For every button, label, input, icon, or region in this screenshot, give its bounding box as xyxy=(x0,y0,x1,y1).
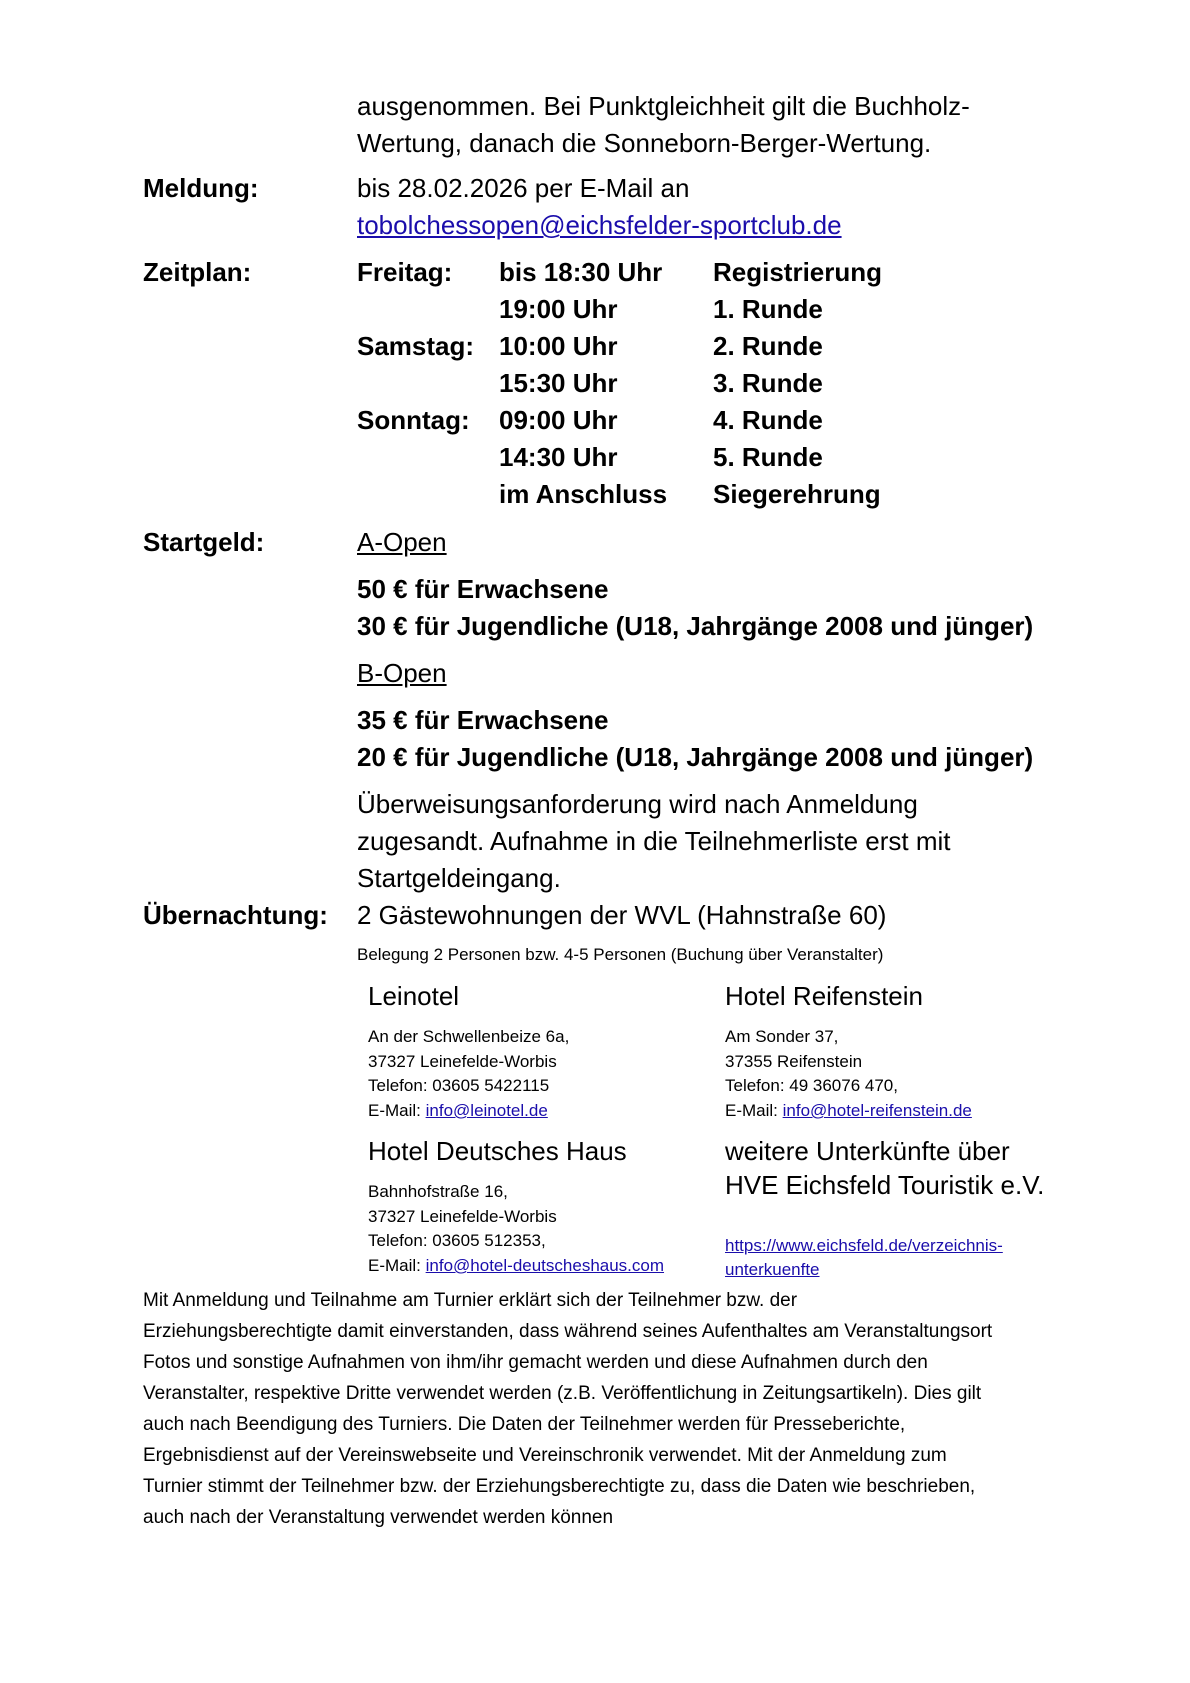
mail-label: E-Mail: xyxy=(368,1256,426,1275)
schedule-event: 2. Runde xyxy=(713,331,823,361)
startgeld-label: Startgeld: xyxy=(143,527,265,557)
schedule-time: 14:30 Uhr xyxy=(499,442,618,472)
schedule-time: 09:00 Uhr xyxy=(499,405,618,435)
schedule-time: 19:00 Uhr xyxy=(499,294,618,324)
schedule-day: Samstag: xyxy=(357,331,475,361)
meldung-email-link[interactable]: tobolchessopen@eichsfelder-sportclub.de xyxy=(357,210,842,240)
startgeld-note-2: zugesandt. Aufnahme in die Teilnehmerliste erst mit xyxy=(357,826,951,856)
weitere-line-1: weitere Unterkünfte über xyxy=(725,1136,1010,1166)
startgeld-note-1: Überweisungsanforderung wird nach Anmeldung xyxy=(357,789,918,819)
hotel-city: 37327 Leinefelde-Worbis xyxy=(368,1207,557,1226)
hotel-phone: Telefon: 03605 512353, xyxy=(368,1231,546,1250)
uebernachtung-label: Übernachtung: xyxy=(143,900,328,930)
hotel-street: An der Schwellenbeize 6a, xyxy=(368,1027,570,1046)
schedule-event: 5. Runde xyxy=(713,442,823,472)
hotel-mail-row xyxy=(725,1098,972,1123)
disclaimer-line: auch nach der Veranstaltung verwendet werden können xyxy=(143,1507,614,1528)
schedule-time: 15:30 Uhr xyxy=(499,368,618,398)
schedule-day: Sonntag: xyxy=(357,405,470,435)
hotel-name-reifenstein: Hotel Reifenstein xyxy=(725,981,923,1011)
hotel-mail-row xyxy=(368,1098,548,1123)
schedule-event: 3. Runde xyxy=(713,368,823,398)
uebernachtung-text: 2 Gästewohnungen der WVL (Hahnstraße 60) xyxy=(357,900,887,930)
weitere-url-link-2[interactable]: unterkuenfte xyxy=(725,1260,820,1279)
hotel-email-link[interactable]: info@hotel-deutscheshaus.com xyxy=(425,1256,665,1275)
b-open-title: B-Open xyxy=(357,658,447,688)
b-open-fee-youth: 20 € für Jugendliche (U18, Jahrgänge 2008 und jünger) xyxy=(357,742,1034,772)
hotel-name-deutsches-haus: Hotel Deutsches Haus xyxy=(368,1136,627,1166)
schedule-event: 4. Runde xyxy=(713,405,823,435)
hotel-city: 37327 Leinefelde-Worbis xyxy=(368,1052,557,1071)
schedule-event: Registrierung xyxy=(713,257,883,287)
hotel-email-link[interactable]: info@hotel-reifenstein.de xyxy=(782,1101,972,1120)
schedule-time: 10:00 Uhr xyxy=(499,331,618,361)
hotel-email-link[interactable]: info@leinotel.de xyxy=(425,1101,548,1120)
weitere-url-link-1[interactable]: https://www.eichsfeld.de/verzeichnis- xyxy=(725,1236,1003,1255)
disclaimer-line: Fotos und sonstige Aufnahmen von ihm/ihr gemacht werden und diese Aufnahmen durch den xyxy=(143,1352,928,1373)
schedule-event: 1. Runde xyxy=(713,294,823,324)
mail-label: E-Mail: xyxy=(368,1101,426,1120)
disclaimer-line: Turnier stimmt der Teilnehmer bzw. der Erziehungsberechtigte zu, dass die Daten wie beschrieben, xyxy=(143,1476,976,1497)
schedule-event: Siegerehrung xyxy=(713,479,881,509)
mail-label: E-Mail: xyxy=(725,1101,783,1120)
a-open-fee-youth: 30 € für Jugendliche (U18, Jahrgänge 2008 und jünger) xyxy=(357,611,1034,641)
disclaimer-line: Mit Anmeldung und Teilnahme am Turnier erklärt sich der Teilnehmer bzw. der xyxy=(143,1290,798,1311)
hotel-name-leinotel: Leinotel xyxy=(368,981,460,1011)
disclaimer-line: auch nach Beendigung des Turniers. Die Daten der Teilnehmer werden für Presseberichte, xyxy=(143,1414,906,1435)
hotel-street: Am Sonder 37, xyxy=(725,1027,839,1046)
schedule-time: im Anschluss xyxy=(499,479,668,509)
uebernachtung-subtext: Belegung 2 Personen bzw. 4-5 Personen (Buchung über Veranstalter) xyxy=(357,945,884,964)
hotel-city: 37355 Reifenstein xyxy=(725,1052,863,1071)
intro-line-2: Wertung, danach die Sonneborn-Berger-Wertung. xyxy=(357,128,932,158)
meldung-text: bis 28.02.2026 per E-Mail an xyxy=(357,173,690,203)
disclaimer-line: Veranstalter, respektive Dritte verwendet werden (z.B. Veröffentlichung in Zeitungsartikeln). Dies gilt xyxy=(143,1383,982,1404)
schedule-day: Freitag: xyxy=(357,257,453,287)
weitere-line-2: HVE Eichsfeld Touristik e.V. xyxy=(725,1170,1045,1200)
schedule-time: bis 18:30 Uhr xyxy=(499,257,663,287)
disclaimer-line: Erziehungsberechtigte damit einverstanden, dass während seines Aufenthaltes am Veranstaltungsort xyxy=(143,1321,993,1342)
a-open-fee-adults: 50 € für Erwachsene xyxy=(357,574,609,604)
hotel-street: Bahnhofstraße 16, xyxy=(368,1182,508,1201)
zeitplan-label: Zeitplan: xyxy=(143,257,252,287)
a-open-title: A-Open xyxy=(357,527,447,557)
startgeld-note-3: Startgeldeingang. xyxy=(357,863,561,893)
meldung-label: Meldung: xyxy=(143,173,259,203)
b-open-fee-adults: 35 € für Erwachsene xyxy=(357,705,609,735)
hotel-phone: Telefon: 03605 5422115 xyxy=(368,1076,550,1095)
disclaimer-line: Ergebnisdienst auf der Vereinswebseite und Vereinschronik verwendet. Mit der Anmeldung zum xyxy=(143,1445,947,1466)
intro-line-1: ausgenommen. Bei Punktgleichheit gilt die Buchholz- xyxy=(357,91,970,121)
hotel-phone: Telefon: 49 36076 470, xyxy=(725,1076,898,1095)
hotel-mail-row xyxy=(368,1253,664,1278)
